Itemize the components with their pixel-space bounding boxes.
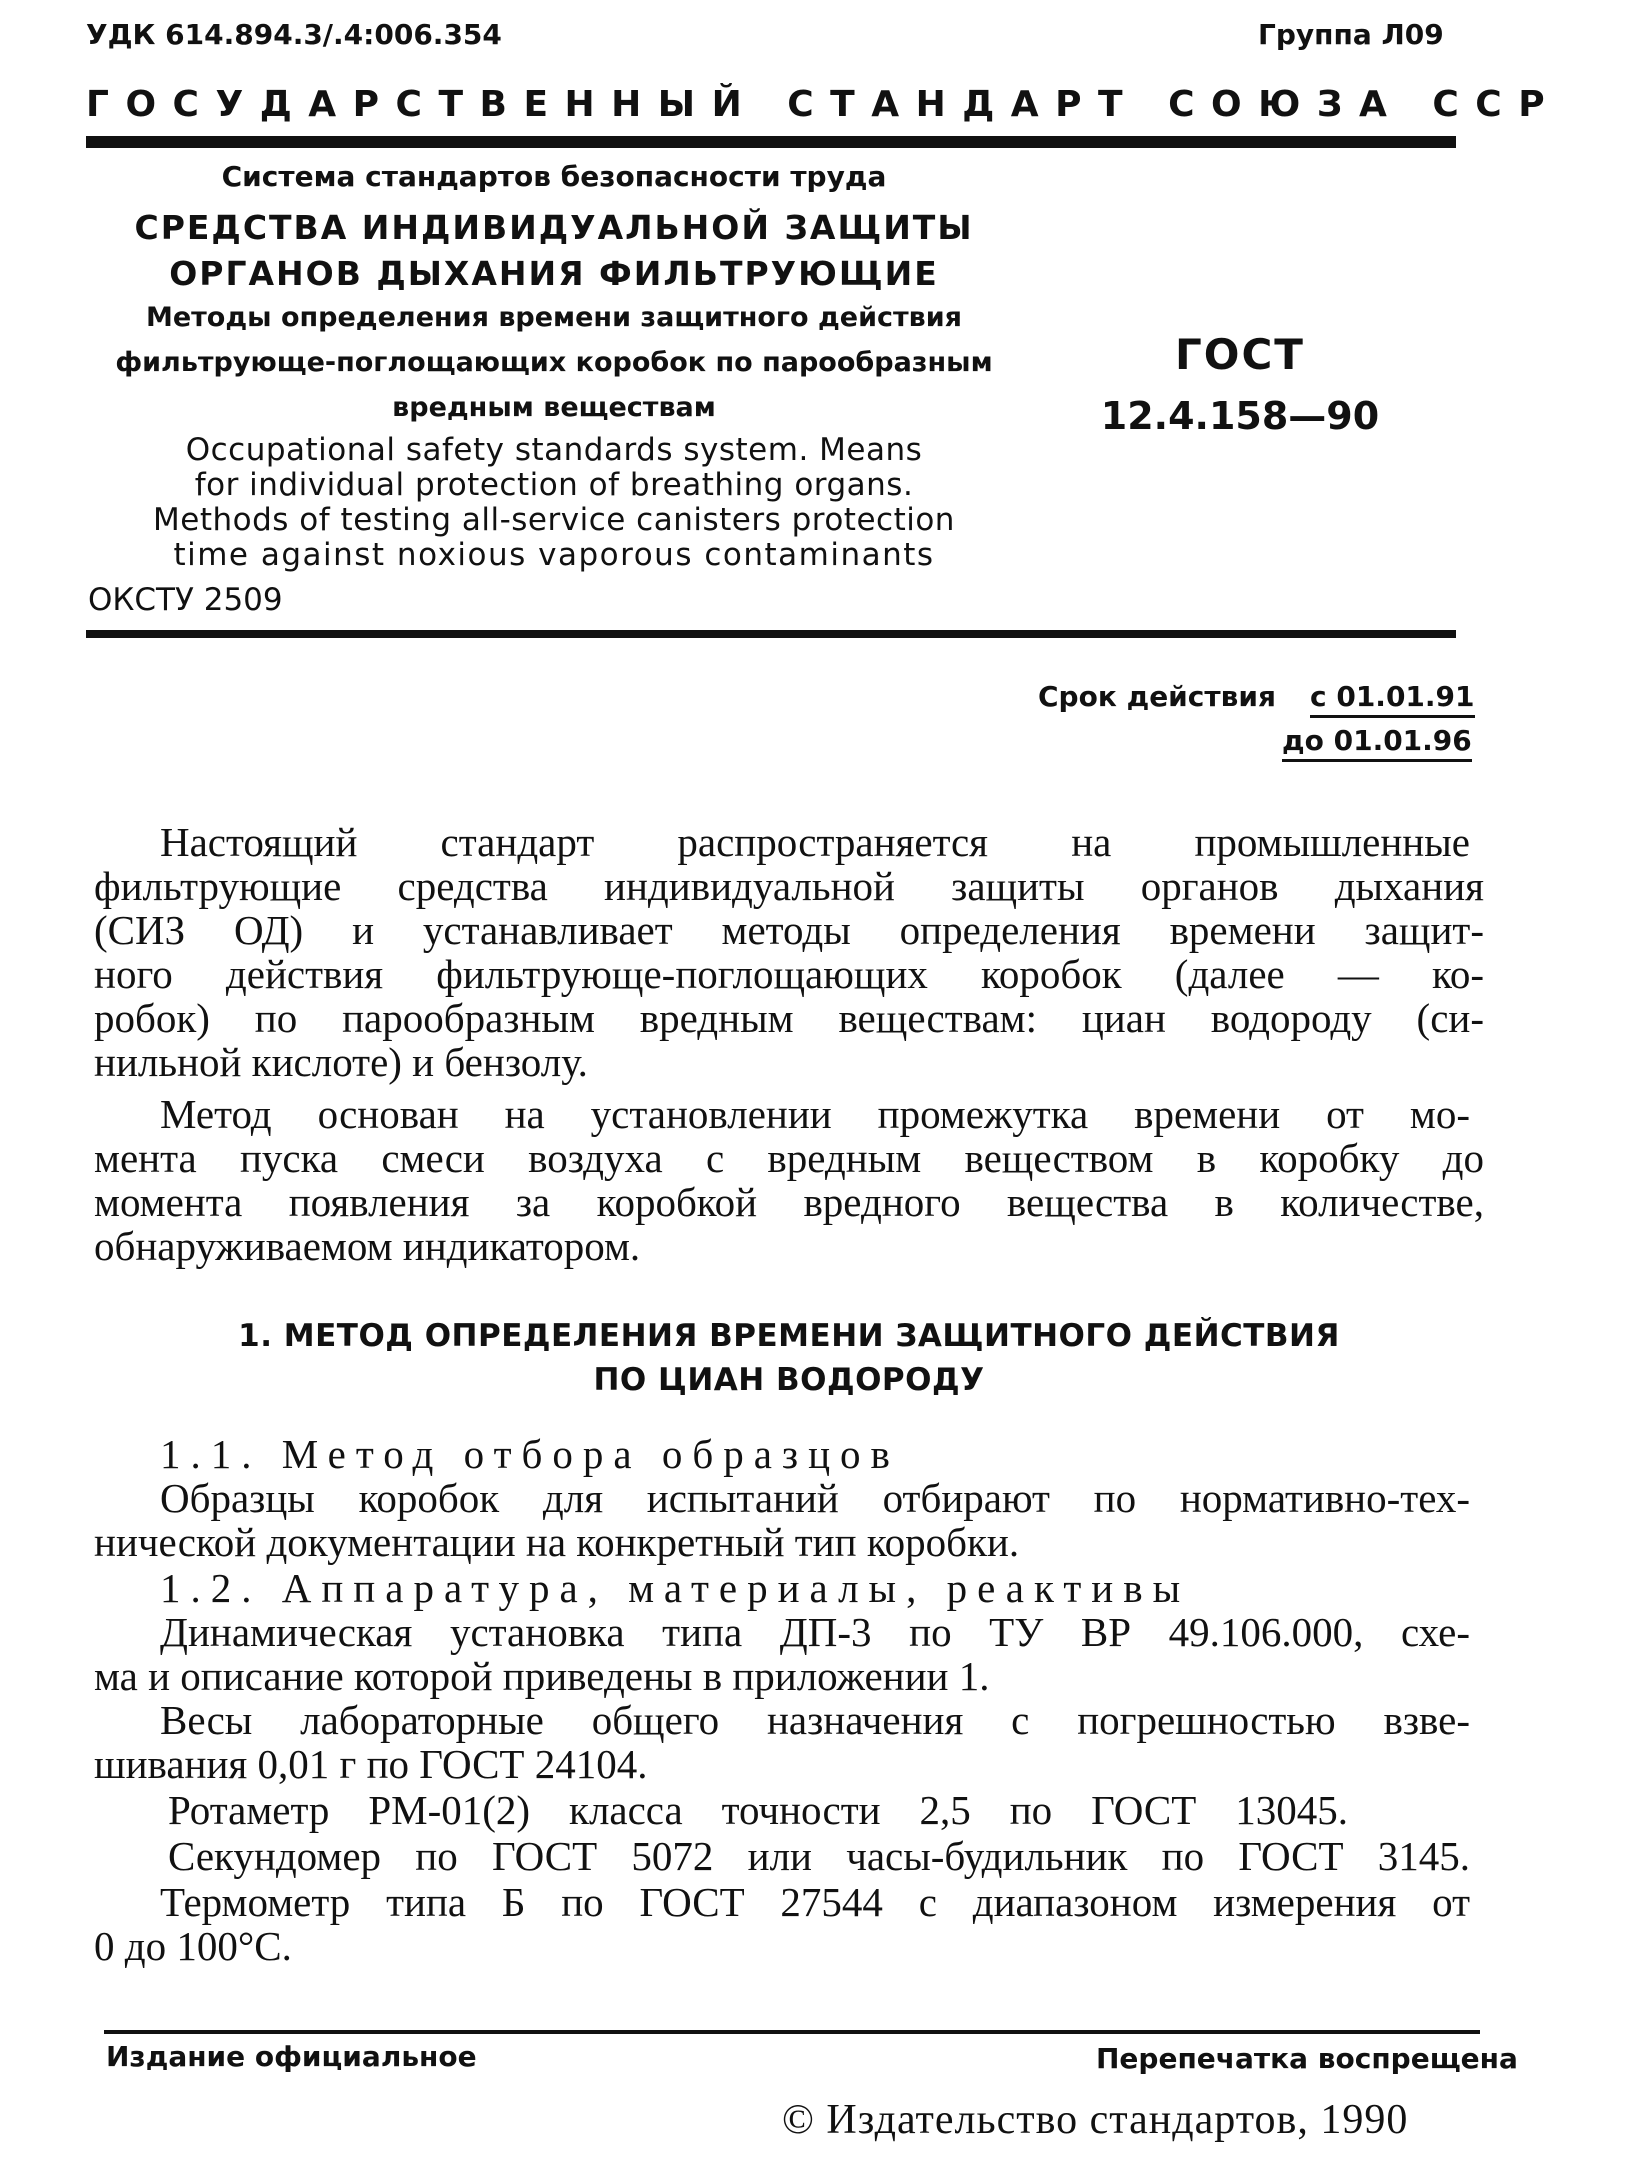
section1-heading-line-2: ПО ЦИАН ВОДОРОДУ — [593, 1362, 985, 1398]
validity-label: Срок действия — [1038, 680, 1276, 713]
s12-p1-line-2: ма и описание которой приведены в приложении 1. — [94, 1653, 990, 1699]
intro-p1-line-3: (СИЗ ОД) и устанавливает методы определения времени защит- — [94, 907, 1484, 953]
subtitle-line-3: вредным веществам — [392, 392, 716, 423]
oksu-code: ОКСТУ 2509 — [88, 582, 283, 618]
udc-code: УДК 614.894.3/.4:006.354 — [86, 18, 502, 51]
s11-text-line-2: нической документации на конкретный тип коробки. — [94, 1519, 1020, 1565]
english-title-line-1: Occupational safety standards system. Means — [185, 432, 923, 468]
s12-p1-line-1: Динамическая установка типа ДП-3 по ТУ ВР 49.106.000, схе- — [160, 1609, 1470, 1655]
subtitle-line-1: Методы определения времени защитного действия — [145, 302, 963, 333]
edition-note: Издание официальное — [106, 2040, 477, 2073]
gost-label: ГОСТ — [1175, 330, 1305, 379]
s12-p2-line-1: Весы лабораторные общего назначения с погрешностью взве- — [160, 1697, 1470, 1743]
validity-from — [1310, 680, 1475, 713]
intro-p2-line-3: момента появления за коробкой вредного вещества в количестве, — [94, 1179, 1484, 1225]
english-title-line-4: time against noxious vaporous contaminants — [173, 537, 935, 573]
s12-p5-line-2: 0 до 100°С. — [94, 1923, 292, 1969]
group-code: Группа Л09 — [1258, 18, 1444, 51]
system-title: Система стандартов безопасности труда — [221, 160, 887, 193]
intro-p1-line-1: Настоящий стандарт распространяется на промышленные — [160, 819, 1470, 865]
intro-p1-line-6: нильной кислоте) и бензолу. — [94, 1039, 588, 1085]
gost-number: 12.4.158—90 — [1100, 394, 1380, 438]
validity-from-value: с 01.01.91 — [1310, 680, 1475, 718]
validity-to-value: до 01.01.96 — [1282, 724, 1472, 762]
s11-text-line-1: Образцы коробок для испытаний отбирают по нормативно-тех- — [160, 1475, 1470, 1521]
intro-p1-line-2: фильтрующие средства индивидуальной защиты органов дыхания — [94, 863, 1484, 909]
intro-p2-line-1: Метод основан на установлении промежутка времени от мо- — [160, 1091, 1470, 1137]
s12-p3: Ротаметр РМ-01(2) класса точности 2,5 по ГОСТ 13045. — [168, 1787, 1348, 1833]
s12-p2-line-2: шивания 0,01 г по ГОСТ 24104. — [94, 1741, 648, 1787]
copyright-line: © Издательство стандартов, 1990 — [782, 2097, 1409, 2143]
reprint-note: Перепечатка воспрещена — [1096, 2042, 1518, 2075]
english-title-line-3: Methods of testing all-service canisters protection — [153, 502, 955, 538]
english-title-line-2: for individual protection of breathing organs. — [194, 467, 914, 503]
intro-p1-line-5: робок) по парообразным вредным веществам: циан водороду (си- — [94, 995, 1484, 1041]
s12-p5-line-1: Термометр типа Б по ГОСТ 27544 с диапазоном измерения от — [160, 1879, 1470, 1925]
validity-to — [1282, 724, 1472, 757]
s12-p4: Секундомер по ГОСТ 5072 или часы-будильник по ГОСТ 3145. — [168, 1833, 1470, 1879]
section1-heading-line-1: 1. МЕТОД ОПРЕДЕЛЕНИЯ ВРЕМЕНИ ЗАЩИТНОГО ДЕЙСТВИЯ — [238, 1318, 1340, 1354]
state-standard-banner: ГОСУДАРСТВЕННЫЙ СТАНДАРТ СОЮЗА ССР — [86, 84, 1562, 125]
title-line-2: ОРГАНОВ ДЫХАНИЯ ФИЛЬТРУЮЩИЕ — [169, 254, 939, 293]
title-line-1: СРЕДСТВА ИНДИВИДУАЛЬНОЙ ЗАЩИТЫ — [134, 208, 974, 247]
subtitle-line-2: фильтрующе-поглощающих коробок по парообразным — [115, 347, 993, 378]
s11-title: 1.1. Метод отбора образцов — [160, 1431, 900, 1477]
footer-rule — [104, 2030, 1480, 2034]
intro-p2-line-2: мента пуска смеси воздуха с вредным веществом в коробку до — [94, 1135, 1484, 1181]
mid-thick-rule — [86, 630, 1456, 638]
intro-p2-line-4: обнаруживаемом индикатором. — [94, 1223, 641, 1269]
top-thick-rule — [86, 136, 1456, 148]
s12-title: 1.2. Аппаратура, материалы, реактивы — [160, 1565, 1191, 1611]
intro-p1-line-4: ного действия фильтрующе-поглощающих коробок (далее — ко- — [94, 951, 1484, 997]
